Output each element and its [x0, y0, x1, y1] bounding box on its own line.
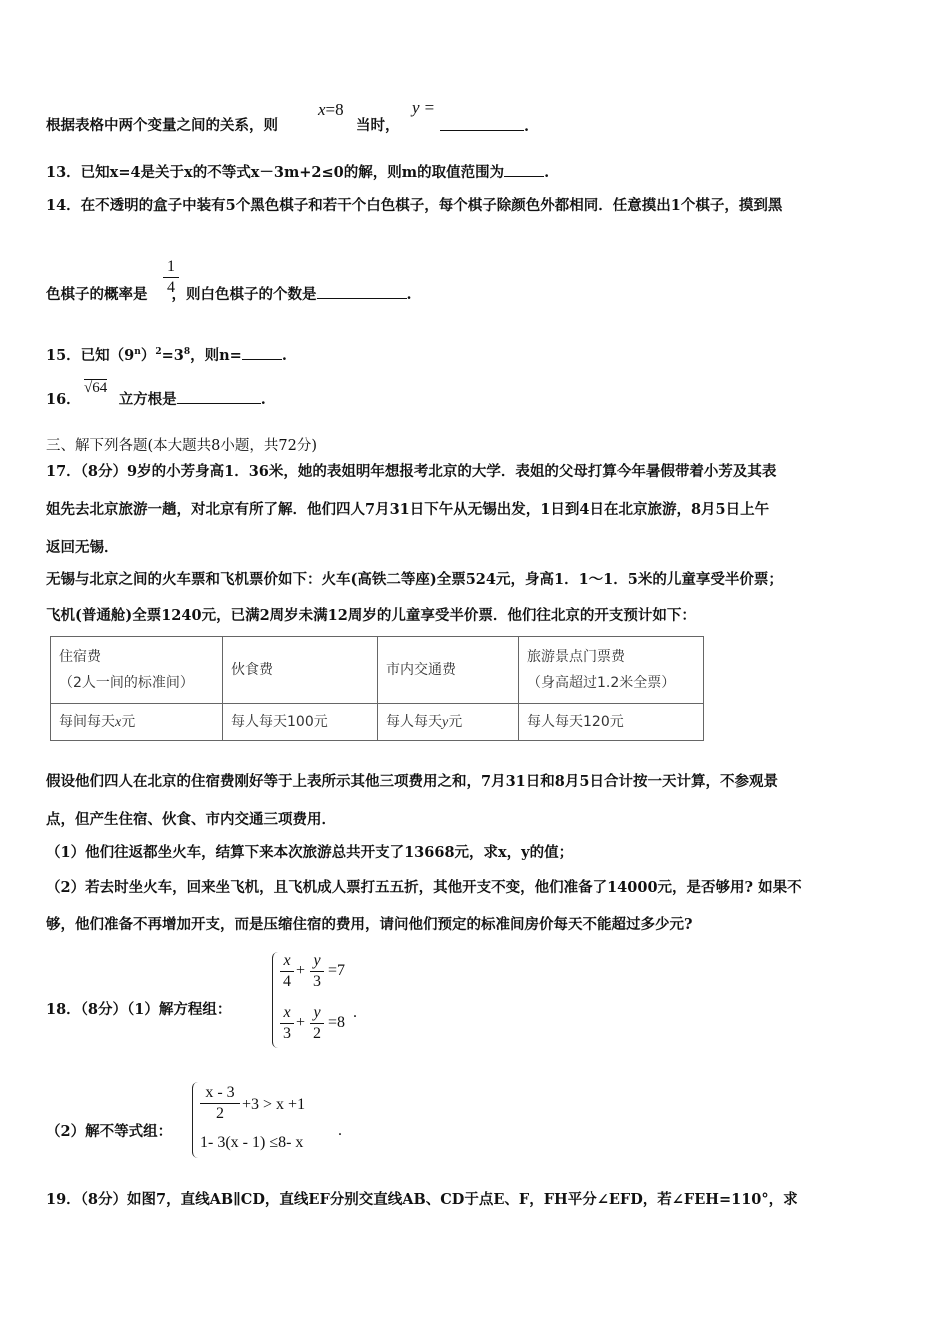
q16-radical	[84, 378, 107, 398]
cell-transport	[378, 704, 519, 741]
cell-meals-pre: 每人每天100元	[231, 714, 328, 730]
cell-meals	[223, 704, 378, 741]
q15-line	[46, 342, 287, 366]
header-tickets-note: （身高超过1.2米全票）	[527, 675, 676, 691]
ineq1-frac	[200, 1084, 240, 1123]
eq2-frac-a	[280, 1004, 294, 1043]
q17-line1: 17．（8分）9岁的小芳身高1．36米，她的表姐明年想报考北京的大学．表姐的父母打算今年暑假带着小芳及其表	[46, 463, 777, 480]
ineq1-den: 2	[216, 1105, 224, 1122]
q18-end: .	[353, 1004, 357, 1021]
q13-answer-blank[interactable]	[504, 162, 544, 177]
eq2-b-den: 2	[313, 1025, 321, 1042]
q18-label2: （2）解不等式组：	[46, 1123, 173, 1140]
q15-answer-blank[interactable]	[242, 345, 282, 360]
q16-post: 立方根是	[118, 391, 177, 408]
q17-line9: （2）若去时坐火车，回来坐飞机，且飞机成人票打五五折，其他开支不变，他们准备了14000元，是否够用? 如果不	[46, 879, 802, 896]
q17-line7: 点，但产生住宿、伙食、市内交通三项费用．	[46, 811, 336, 828]
cell-lodging-post: 元	[121, 713, 136, 730]
q19-line: 19．（8分）如图7，直线AB∥CD，直线EF分别交直线AB、CD于点E、F，FH平分∠EFD，若∠FEH=110°，求	[46, 1191, 798, 1208]
eq1-a-den: 4	[283, 973, 291, 990]
header-lodging-note: （2人一间的标准间）	[59, 675, 194, 691]
eq1-frac-a	[280, 952, 294, 991]
header-meals-title: 伙食费	[231, 662, 273, 678]
q12-end: .	[524, 118, 530, 135]
header-tickets	[519, 637, 704, 704]
ineq1-num: x - 3	[205, 1084, 235, 1101]
q12-ans-eq: =	[424, 98, 435, 117]
q14-line2-post: ，则白色棋子的个数是	[171, 286, 317, 303]
q12-mid: 当时，	[356, 117, 400, 134]
cell-lodging	[51, 704, 223, 741]
eq1-rhs: =7	[328, 962, 346, 979]
q15-pre: 15．已知（9	[46, 346, 135, 364]
header-transport	[378, 637, 519, 704]
q17-line2: 姐先去北京旅游一趟，对北京有所了解．他们四人7月31日下午从无锡出发，1日到4日在北京旅游，8月5日上午	[46, 501, 770, 518]
q16-end: .	[260, 391, 266, 408]
q14-line1: 14．在不透明的盒子中装有5个黑色棋子和若干个白色棋子，每个棋子除颜色外都相同．任意摸出1个棋子，摸到黑	[46, 197, 783, 214]
header-transport-title: 市内交通费	[386, 662, 456, 678]
q14-fraction	[163, 258, 179, 297]
q13-line	[46, 162, 549, 183]
eq2-a-den: 3	[283, 1025, 291, 1042]
q13-end: .	[544, 164, 550, 181]
eq2-b-num: y	[313, 1004, 321, 1021]
cost-table	[50, 636, 704, 741]
q18-end2: .	[338, 1122, 342, 1139]
q12-answer-blank[interactable]	[440, 116, 524, 131]
header-meals	[223, 637, 378, 704]
cell-transport-pre: 每人每天	[386, 713, 442, 730]
q14-answer-blank[interactable]	[317, 284, 407, 299]
q17-line5: 飞机(普通舱)全票1240元，已满2周岁未满12周岁的儿童享受半价票．他们往北京的开支预计如下：	[46, 607, 696, 624]
q12-cond-var: x	[318, 100, 326, 119]
header-tickets-title: 旅游景点门票费	[527, 649, 625, 665]
q18-label: 18．（8分）（1）解方程组：	[46, 1001, 232, 1018]
q16-line	[46, 389, 266, 410]
q15-sup-n: n	[134, 347, 141, 357]
ineq2: 1- 3(x - 1) ≤8- x	[200, 1134, 304, 1151]
q17-line10: 够，他们准备不再增加开支，而是压缩住宿的费用，请问他们预定的标准间房价每天不能超过多少元?	[46, 916, 693, 933]
cost-table-row	[51, 704, 704, 741]
cost-table-header-row	[51, 637, 704, 704]
cell-lodging-pre: 每间每天	[59, 713, 115, 730]
q15-post: ，则n=	[190, 346, 242, 364]
cell-transport-var: y	[442, 714, 449, 730]
q15-sup-2: 2	[155, 347, 162, 357]
q14-frac-den: 4	[167, 279, 175, 296]
eq2-rhs: =8	[328, 1014, 346, 1031]
q12-ans-var: y	[412, 98, 420, 117]
eq1-b-num: y	[313, 952, 321, 969]
q12-line	[46, 116, 278, 136]
q17-line8: （1）他们往返都坐火车，结算下来本次旅游总共开支了13668元，求x，y的值；	[46, 844, 574, 861]
q17-line6: 假设他们四人在北京的住宿费刚好等于上表所示其他三项费用之和，7月31日和8月5日合计按一天计算，不参观景	[46, 773, 778, 790]
q12-blank-line	[440, 116, 529, 137]
q12-text: 根据表格中两个变量之间的关系，则	[46, 117, 278, 134]
eq1-b-den: 3	[313, 973, 321, 990]
section-3-title: 三、解下列各题(本大题共8小题，共72分)	[46, 438, 317, 454]
eq1-op: +	[296, 962, 306, 979]
q12-answer	[412, 98, 434, 119]
eq2-op: +	[296, 1014, 306, 1031]
eq2-a-num: x	[283, 1004, 291, 1021]
header-lodging	[51, 637, 223, 704]
q14-frac-num: 1	[167, 258, 175, 275]
q17-line3: 返回无锡．	[46, 539, 119, 556]
q14-line2	[46, 284, 412, 305]
q17-line4: 无锡与北京之间的火车票和飞机票价如下：火车(高铁二等座)全票524元，身高1．1～1．5米的儿童享受半价票；	[46, 571, 783, 588]
q13-text: 13．已知x=4是关于x的不等式x－3m+2≤0的解，则m的取值范围为	[46, 164, 505, 181]
q16-radical-expr: √64	[84, 380, 108, 396]
q15-mid: ）	[140, 346, 156, 364]
cell-transport-post: 元	[448, 713, 463, 730]
q18-system-brace	[272, 952, 279, 1048]
cell-tickets-pre: 每人每天120元	[527, 714, 624, 730]
q15-sup-8: 8	[183, 347, 191, 357]
q15-eq: =3	[161, 346, 184, 364]
q18-ineq-brace	[192, 1082, 199, 1158]
q12-condition	[318, 100, 344, 121]
q14-end: .	[406, 286, 412, 303]
cell-tickets	[519, 704, 704, 741]
eq1-frac-b	[310, 952, 324, 991]
q16-num: 16．	[46, 391, 81, 408]
cell-lodging-var: x	[115, 714, 122, 730]
header-lodging-title: 住宿费	[59, 649, 101, 665]
eq2-frac-b	[310, 1004, 324, 1043]
eq1-a-num: x	[283, 952, 291, 969]
q16-answer-blank[interactable]	[177, 389, 261, 404]
q12-cond-eq: =8	[325, 100, 344, 119]
q15-end: .	[281, 346, 287, 364]
ineq1-rhs: +3 > x +1	[242, 1096, 306, 1113]
q14-line2-pre: 色棋子的概率是	[46, 286, 148, 303]
